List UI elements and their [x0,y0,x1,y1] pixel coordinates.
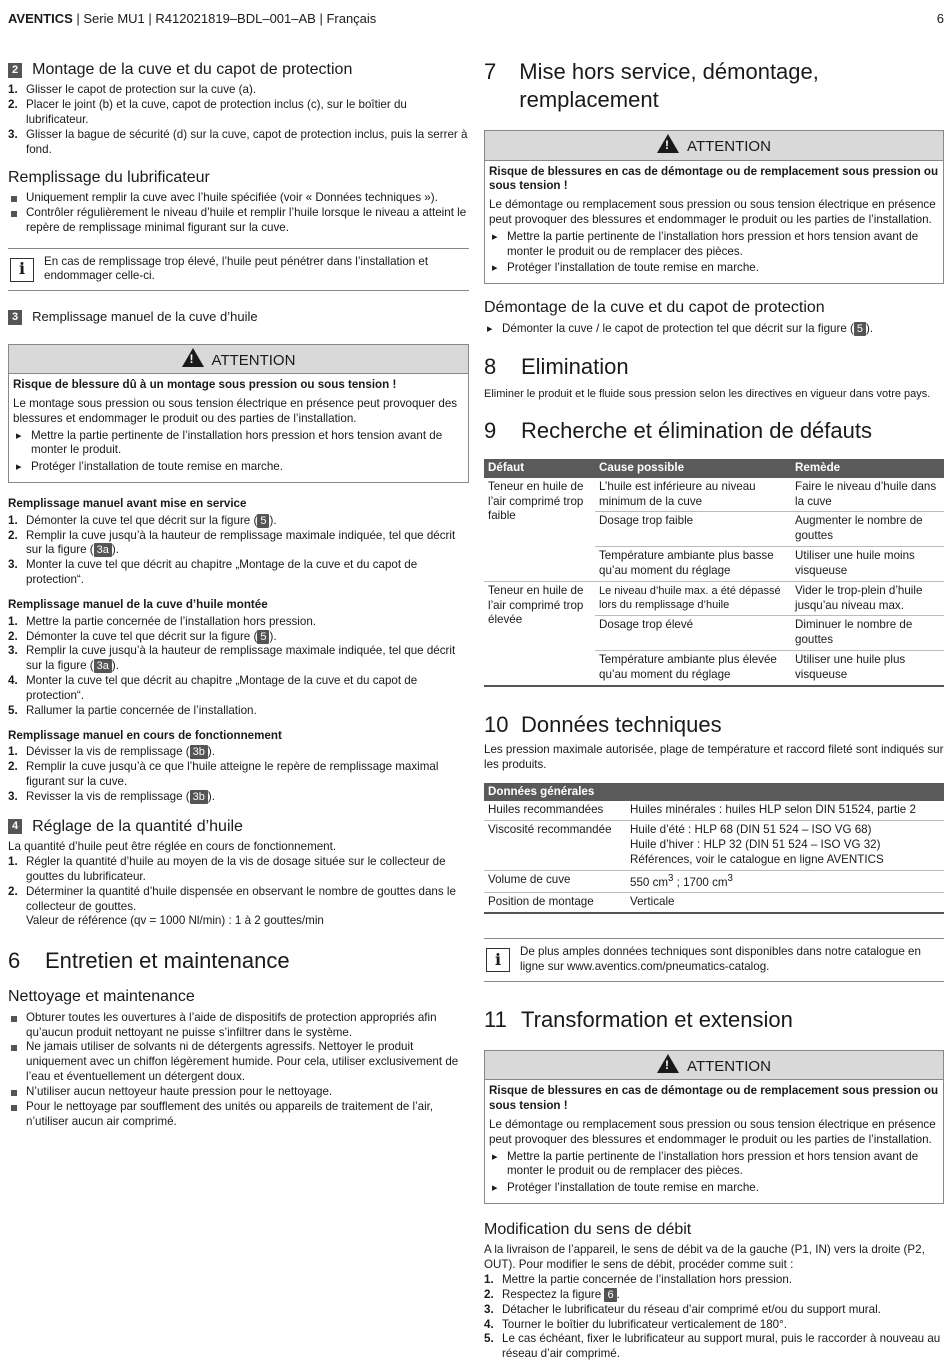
manual-fill-mounted-steps [8,615,469,719]
section-4-heading [8,817,469,837]
list-item: ▸ Protéger l’installation de toute remise en marche. [13,460,464,475]
chapter-7-title: Mise hors service, démontage, remplacement [519,59,819,113]
list-item: 2. Respectez la figure 6 . [484,1287,620,1301]
figure-ref-3: 3 [8,310,22,325]
page-number: 6 [936,11,944,26]
list-item: 1. Démonter la cuve tel que décrit sur la figure ( 5 ). [8,513,277,527]
list-item: 1. Mettre la partie concernée de l’installation hors pression. [8,614,316,628]
manual-fill-running-steps [8,745,469,804]
warning-actions [489,230,939,276]
flow-direction-intro: A la livraison de l’appareil, le sens de débit va de la gauche (P1, IN) vers la droite (P2, OUT). Pour modifier le sens de débit, procéder comme suit : [484,1243,925,1272]
table-cell: L’huile est inférieure au niveau minimum de la cuve [595,478,791,512]
table-cell: Teneur en huile de l’air comprimé trop faible [484,478,595,581]
list-item: 3. Glisser la bague de sécurité (d) sur la cuve, capot de protection inclus, puis la serrer à fond. [8,127,468,156]
table-header-row [484,459,944,478]
warning-header: !ATTENTION [9,345,468,374]
section-4-intro: La quantité d’huile peut être réglée en cours de fonctionnement. [8,840,337,854]
section-3-title: Remplissage manuel de la cuve d’huile [32,309,258,325]
list-item: ▸ Mettre la partie pertinente de l’installation hors pression et hors tension avant de monter le produit. [13,429,464,459]
figure-ref: 3a [94,543,112,557]
section-3-heading [8,309,469,326]
column-header: Cause possible [595,459,791,478]
list-item: 1. Mettre la partie concernée de l’installation hors pression. [484,1273,792,1287]
table-cell: Huiles recommandées [484,801,626,820]
table-cell: Température ambiante plus élevée qu’au moment du réglage [595,651,791,686]
list-item: N’utiliser aucun nettoyeur haute pression pour le nettoyage. [8,1085,469,1100]
table-cell: Viscosité recommandée [484,821,626,870]
list-item: 1. Dévisser la vis de remplissage ( 3b ). [8,745,215,759]
warning-icon [657,134,679,153]
table-title: Données générales [484,783,944,802]
warning-icon [182,348,204,367]
brand: AVENTICS [8,11,73,26]
manual-fill-mounted-title: Remplissage manuel de la cuve d’huile montée [8,597,268,611]
chapter-11-title: Transformation et extension [521,1006,793,1032]
table-cell: Dosage trop élevé [595,616,791,651]
list-item: 5. Rallumer la partie concernée de l’installation. [8,703,257,717]
right-column [484,58,944,1362]
info-note [8,248,469,292]
chapter-8-heading: 8 Elimination [484,353,944,381]
section-2-title: Montage de la cuve et du capot de protection [32,61,353,78]
table-cell: Utiliser une huile moins visqueuse [791,547,944,582]
header-doc-info: | Serie MU1 | R412021819–BDL–001–AB | Français [72,11,377,26]
figure-ref: 5 [257,630,269,644]
fill-bullets [8,191,469,235]
table-cell: Verticale [626,893,944,913]
table-row [484,581,944,616]
cleaning-heading: Nettoyage et maintenance [8,988,195,1006]
column-header: Remède [791,459,944,478]
list-item: 5. Le cas échéant, fixer le lubrificateur au support mural, puis le raccorder à nouveau au réseau d’air comprimé. [484,1332,941,1361]
list-item: 1. Glisser le capot de protection sur la cuve (a). [8,83,257,97]
table-cell: Dosage trop faible [595,512,791,547]
table-cell: Faire le niveau d’huile dans la cuve [791,478,944,512]
table-cell: Augmenter le nombre de gouttes [791,512,944,547]
page-header [8,11,944,28]
section-4-title: Réglage de la quantité d’huile [32,817,243,835]
column-header: Défaut [484,459,595,478]
list-item: 2. Remplir la cuve jusqu’à ce que l’huile atteigne le repère de remplissage maximal figurant sur la cuve. [8,760,439,789]
list-item: 2. Placer le joint (b) et la cuve, capot de protection inclus (c), sur le boîtier du lubrificateur. [8,98,407,127]
figure-ref: 3b [190,790,208,804]
list-item: Ne jamais utiliser de solvants ni de détergents agressifs. Nettoyer le produit uniquement avec un chiffon légèrement humide. Pour cela, utiliser exclusivement de l’eau et éventuellement un détergent doux. [8,1040,469,1084]
troubleshooting-table [484,459,944,687]
chapter-10-title: Données techniques [521,711,722,737]
list-item: ▸ Protéger l’installation de toute remise en marche. [489,261,939,276]
figure-ref-2: 2 [8,63,22,78]
figure-ref: 5 [257,514,269,528]
warning-box [8,344,469,483]
cleaning-bullets [8,1011,469,1130]
chapter-6-title: Entretien et maintenance [45,948,290,974]
table-cell: 550 $cm^3$ ; 1700 $cm^3$ [626,870,944,893]
info-note [484,938,944,982]
warning-actions [489,1150,939,1196]
list-item: 2. Remplir la cuve jusqu’à la hauteur de remplissage maximale indiquée, tel que décrit sur la figure ( 3a ). [8,528,456,557]
list-item: ▸ Mettre la partie pertinente de l’installation hors pression et hors tension avant de monter le produit ou de remplacer des pièces. [489,230,939,260]
list-item: 3. Monter la cuve tel que décrit au chapitre „Montage de la cuve et du capot de protection“. [8,558,418,587]
table-row [484,870,944,893]
removal-actions [484,322,944,337]
warning-header: !ATTENTION [485,1051,943,1080]
warning-lead: Risque de blessure dû à un montage sous pression ou sous tension ! [13,378,397,392]
table-cell: Teneur en huile de l’air comprimé trop élevée [484,581,595,685]
table-cell: Le niveau d’huile max. a été dépassé lors du remplissage d’huile [595,581,791,616]
left-column [8,60,469,1129]
warning-box [484,1050,944,1204]
list-item: Pour le nettoyage par soufflement des unités ou appareils de traitement de l’air, n’utiliser aucun air comprimé. [8,1100,469,1130]
table-row [484,478,944,512]
disposal-text: Eliminer le produit et le fluide sous pression selon les directives en vigueur dans votre pays. [484,387,931,400]
manual-fill-before-title: Remplissage manuel avant mise en service [8,497,247,510]
warning-lead: Risque de blessures en cas de démontage ou de remplacement sous pression ou sous tension ! [489,164,939,193]
chapter-8-title: Elimination [521,353,629,379]
chapter-7-heading: 7 Mise hors service, démontage, remplacement [484,58,944,114]
list-item: ▸ Mettre la partie pertinente de l’installation hors pression et hors tension avant de monter le produit ou de remplacer des pièces. [489,1150,939,1180]
warning-text: Le démontage ou remplacement sous pression ou sous tension électrique en présence peut provoquer des blessures et endommager le produit ou les parties de l’installation. [489,198,936,226]
list-item: 2. Démonter la cuve tel que décrit sur la figure ( 5 ). [8,629,277,643]
section-2-steps [8,83,469,157]
list-item: Obturer toutes les ouvertures à l’aide de dispositifs de protection appropriés afin qu’aucun produit nettoyant ne puisse s’infiltrer dans le système. [8,1011,469,1041]
info-text: En cas de remplissage trop élevé, l’huile peut pénétrer dans l’installation et endommager celle-ci. [44,254,429,283]
chapter-11-heading: 11 Transformation et extension [484,1006,944,1034]
chapter-10-heading: 10 Données techniques [484,711,944,739]
warning-icon [657,1054,679,1073]
figure-ref: 3a [94,659,112,673]
list-item: 1. Régler la quantité d’huile au moyen de la vis de dosage située sur le collecteur de gouttes du lubrificateur. [8,855,446,883]
tech-intro: Les pression maximale autorisée, plage de température et raccord fileté sont indiqués sur les produits. [484,742,944,771]
list-item: 4. Monter la cuve tel que décrit au chapitre „Montage de la cuve et du capot de protection“. [8,674,418,702]
figure-ref: 5 [854,322,866,336]
table-cell: Position de montage [484,893,626,913]
table-row [484,821,944,870]
table-row [484,893,944,913]
table-cell: Volume de cuve [484,870,626,893]
warning-header: !ATTENTION [485,131,943,160]
info-text: De plus amples données techniques sont disponibles dans notre catalogue en ligne sur www.aventics.com/pneumatics-catalog. [520,945,921,974]
fill-heading: Remplissage du lubrificateur [8,168,210,186]
chapter-6-heading: 6 Entretien et maintenance [8,947,469,975]
list-item: 3. Revisser la vis de remplissage ( 3b ). [8,789,215,803]
figure-ref-4: 4 [8,819,22,834]
table-row [484,801,944,820]
chapter-9-heading: 9 Recherche et élimination de défauts [484,417,944,445]
table-cell: Utiliser une huile plus visqueuse [791,651,944,686]
flow-direction-heading: Modification du sens de débit [484,1221,692,1239]
tech-data-table [484,783,944,915]
warning-text: Le montage sous pression ou sous tension électrique en présence peut provoquer des blessures et endommager le produit ou des parties de l’installation. [13,396,458,425]
figure-ref: 6 [604,1288,616,1302]
warning-box [484,130,944,284]
flow-direction-steps [484,1273,944,1362]
info-icon: i [486,948,510,972]
section-2-heading [8,60,469,80]
removal-heading: Démontage de la cuve et du capot de protection [484,299,825,317]
manual-fill-before-steps [8,514,469,588]
manual-fill-running-title: Remplissage manuel en cours de fonctionnement [8,728,282,742]
warning-actions [13,429,464,475]
list-item: Uniquement remplir la cuve avec l’huile spécifiée (voir « Données techniques »). [8,191,469,206]
list-item: 3. Remplir la cuve jusqu’à la hauteur de remplissage maximale indiquée, tel que décrit sur la figure ( 3a ). [8,644,456,673]
list-item: Contrôler régulièrement le niveau d’huile et remplir l’huile lorsque le niveau a atteint le repère de remplissage minimal figurant sur la cuve. [8,206,469,236]
list-item: ▸ Démonter la cuve / le capot de protection tel que décrit sur la figure ( 5 ). [484,322,944,337]
info-icon: i [10,258,34,282]
chapter-9-title: Recherche et élimination de défauts [521,417,872,443]
list-item: 4. Tourner le boîtier du lubrificateur verticalement de 180°. [484,1317,787,1331]
list-item: 3. Détacher le lubrificateur du réseau d’air comprimé et/ou du support mural. [484,1302,881,1316]
list-item: 2. Déterminer la quantité d’huile dispensée en observant le nombre de gouttes dans le collecteur de gouttes. Valeur de référence (qv = 1000 Nl/min) : 1 à 2 gouttes/min [8,884,456,928]
table-cell: Diminuer le nombre de gouttes [791,616,944,651]
table-cell: Température ambiante plus basse qu’au moment du réglage [595,547,791,582]
warning-text: Le démontage ou remplacement sous pression ou sous tension électrique en présence peut provoquer des blessures et endommager le produit ou les parties de l’installation. [489,1117,936,1146]
table-cell: Huile d’été : HLP 68 (DIN 51 524 – ISO VG 68) Huile d’hiver : HLP 32 (DIN 51 524 – ISO VG 32) Références, voir le catalogue en ligne AVENTICS [626,821,944,870]
section-4-steps [8,855,469,929]
warning-lead: Risque de blessures en cas de démontage ou de remplacement sous pression ou sous tension ! [489,1084,939,1113]
table-cell: Huiles minérales : huiles HLP selon DIN 51524, partie 2 [626,801,944,820]
figure-ref: 3b [190,745,208,759]
list-item: ▸ Protéger l’installation de toute remise en marche. [489,1181,939,1196]
table-cell: Vider le trop-plein d’huile jusqu’au niveau max. [791,581,944,616]
